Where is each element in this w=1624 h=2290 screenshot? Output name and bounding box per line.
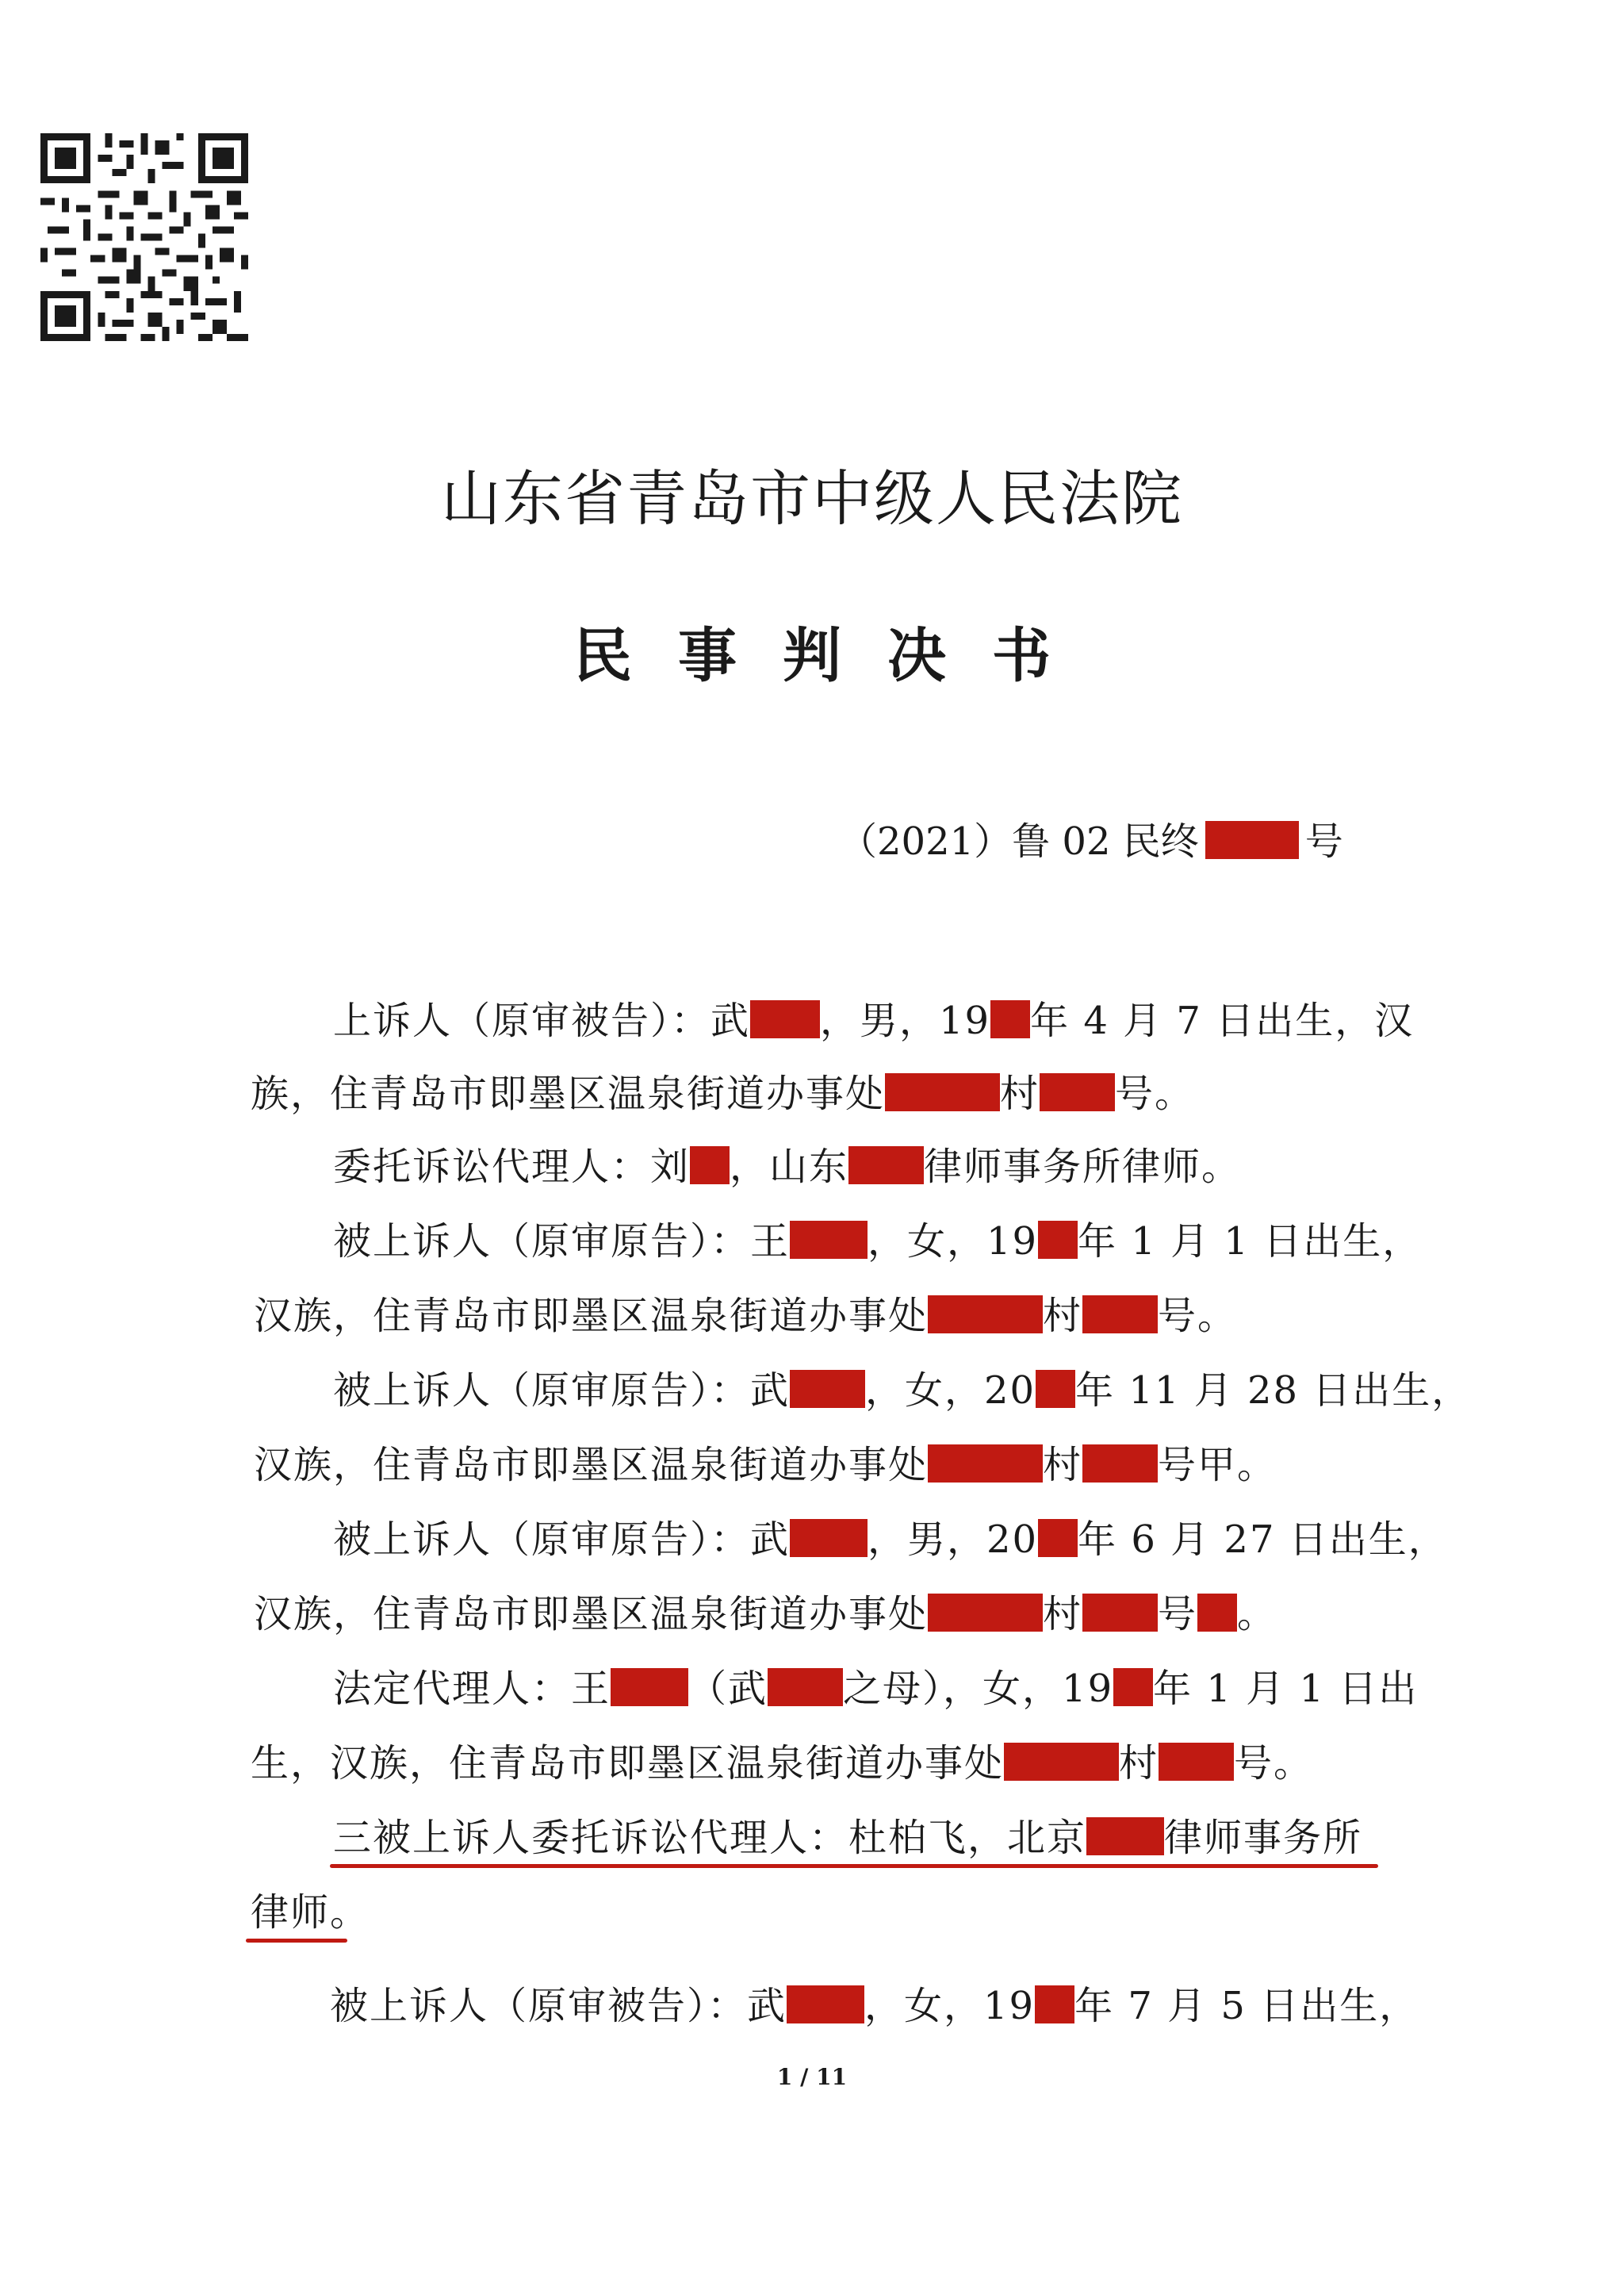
text-segment: 上诉人（原审被告）：武 bbox=[333, 999, 751, 1043]
case-number-prefix: （2021）鲁 02 民终 bbox=[839, 819, 1199, 864]
redaction-box bbox=[690, 1146, 730, 1184]
party-line bbox=[251, 1732, 1313, 1787]
redaction-box bbox=[1038, 1519, 1078, 1557]
text-segment: 委托诉讼代理人：刘 bbox=[333, 1145, 691, 1189]
party-line bbox=[333, 1360, 1471, 1414]
party-line bbox=[330, 1975, 1419, 2030]
party-line bbox=[333, 1509, 1448, 1563]
text-segment: 号。 bbox=[1234, 1741, 1314, 1786]
redaction-box bbox=[1159, 1743, 1234, 1781]
document-type-title: 民事判决书 bbox=[573, 622, 1097, 690]
redaction-box bbox=[1082, 1594, 1158, 1632]
redaction-box bbox=[1040, 1073, 1115, 1111]
text-segment: 被上诉人（原审原告）：王 bbox=[333, 1219, 791, 1264]
redaction-box bbox=[1113, 1668, 1153, 1706]
redaction-box bbox=[790, 1519, 868, 1557]
redaction-box bbox=[848, 1146, 924, 1184]
redaction-box bbox=[928, 1295, 1043, 1333]
text-segment: 年 1 月 1 日出 bbox=[1153, 1667, 1419, 1711]
redaction-box bbox=[790, 1221, 868, 1259]
case-number bbox=[839, 811, 1343, 865]
text-segment: 汉族，住青岛市即墨区温泉街道办事处 bbox=[254, 1592, 929, 1636]
redaction-box bbox=[1035, 1985, 1074, 2023]
redaction-box bbox=[790, 1370, 865, 1408]
party-line bbox=[254, 1285, 1237, 1340]
text-segment: ，男，19 bbox=[820, 999, 991, 1043]
text-segment: 被上诉人（原审原告）：武 bbox=[333, 1368, 791, 1413]
text-segment: 被上诉人（原审原告）：武 bbox=[333, 1517, 791, 1562]
redaction-box bbox=[1036, 1370, 1075, 1408]
text-segment: 律师。 bbox=[251, 1890, 370, 1935]
text-segment: 号。 bbox=[1158, 1294, 1238, 1338]
court-name: 山东省青岛市中级人民法院 bbox=[441, 463, 1183, 534]
redaction-box bbox=[928, 1444, 1043, 1483]
redaction-box bbox=[990, 1000, 1030, 1038]
redaction-box bbox=[1205, 821, 1299, 859]
text-segment: 年 7 月 5 日出生， bbox=[1074, 1984, 1419, 2028]
text-segment: 年 1 月 1 日出生， bbox=[1078, 1219, 1423, 1264]
redaction-box bbox=[1082, 1295, 1158, 1333]
text-segment: 律师事务所律师。 bbox=[924, 1145, 1242, 1189]
party-line bbox=[333, 1658, 1418, 1713]
party-line-highlighted bbox=[251, 1881, 370, 1936]
redaction-box bbox=[787, 1985, 864, 2023]
text-segment: 村 bbox=[1043, 1443, 1083, 1487]
redaction-box bbox=[750, 1000, 820, 1038]
text-segment: 年 6 月 27 日出生， bbox=[1078, 1517, 1448, 1562]
party-line bbox=[251, 1063, 1194, 1118]
case-number-suffix: 号 bbox=[1304, 819, 1343, 864]
redaction-box bbox=[1086, 1817, 1164, 1855]
party-line bbox=[333, 1210, 1422, 1265]
text-segment: （武 bbox=[688, 1667, 768, 1711]
redaction-box bbox=[1038, 1221, 1078, 1259]
text-segment: 被上诉人（原审被告）：武 bbox=[330, 1984, 787, 2028]
qr-code-icon bbox=[38, 133, 251, 341]
text-segment: 三被上诉人委托诉讼代理人：杜柏飞，北京 bbox=[333, 1816, 1087, 1860]
party-line bbox=[254, 1434, 1277, 1489]
text-segment: 之母），女，19 bbox=[843, 1667, 1114, 1711]
redaction-box bbox=[885, 1073, 1000, 1111]
text-segment: 村 bbox=[1043, 1592, 1083, 1636]
text-segment: ，山东 bbox=[730, 1145, 849, 1189]
redaction-box bbox=[1004, 1743, 1119, 1781]
party-line bbox=[333, 990, 1414, 1045]
red-underline bbox=[246, 1939, 347, 1943]
text-segment: 号。 bbox=[1115, 1072, 1195, 1116]
redaction-box bbox=[611, 1668, 688, 1706]
text-segment: 族，住青岛市即墨区温泉街道办事处 bbox=[251, 1072, 886, 1116]
text-segment: ，男，20 bbox=[868, 1517, 1039, 1562]
text-segment: 村 bbox=[1043, 1294, 1083, 1338]
text-segment: 号甲。 bbox=[1158, 1443, 1277, 1487]
text-segment: 汉族，住青岛市即墨区温泉街道办事处 bbox=[254, 1443, 929, 1487]
text-segment: 村 bbox=[1000, 1072, 1040, 1116]
red-underline bbox=[330, 1864, 1378, 1868]
text-segment: 汉族，住青岛市即墨区温泉街道办事处 bbox=[254, 1294, 929, 1338]
party-line-highlighted bbox=[333, 1807, 1362, 1862]
text-segment: 法定代理人：王 bbox=[333, 1667, 611, 1711]
text-segment: 村 bbox=[1119, 1741, 1159, 1786]
text-segment: 号 bbox=[1158, 1592, 1198, 1636]
party-line bbox=[254, 1583, 1277, 1638]
text-segment: 律师事务所 bbox=[1164, 1816, 1363, 1860]
text-segment: ，女，20 bbox=[865, 1368, 1036, 1413]
text-segment: 生，汉族，住青岛市即墨区温泉街道办事处 bbox=[251, 1741, 1005, 1786]
text-segment: ，女，19 bbox=[868, 1219, 1039, 1264]
party-line bbox=[333, 1136, 1241, 1191]
redaction-box bbox=[1082, 1444, 1158, 1483]
redaction-box bbox=[768, 1668, 843, 1706]
text-segment: ，女，19 bbox=[864, 1984, 1036, 2028]
redaction-box bbox=[1197, 1594, 1237, 1632]
text-segment: 年 4 月 7 日出生，汉 bbox=[1030, 999, 1415, 1043]
text-segment: 年 11 月 28 日出生， bbox=[1075, 1368, 1472, 1413]
page-number: 1 / 11 bbox=[776, 2064, 848, 2090]
text-segment: 。 bbox=[1237, 1592, 1277, 1636]
redaction-box bbox=[928, 1594, 1043, 1632]
